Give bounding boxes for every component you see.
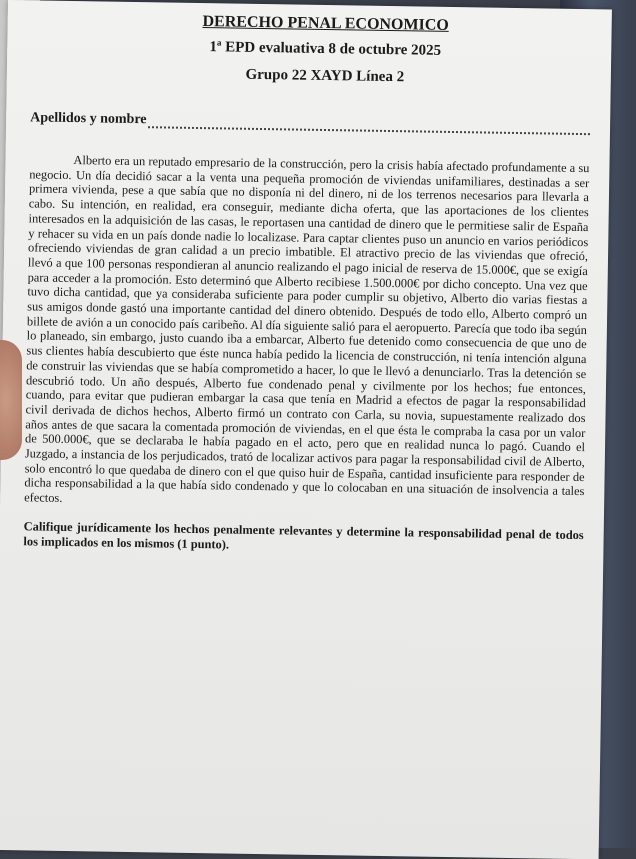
exam-content bbox=[23, 10, 592, 569]
thumb bbox=[0, 340, 22, 460]
name-dotted-line bbox=[148, 114, 590, 135]
name-label: Apellidos y nombre bbox=[30, 110, 147, 128]
exam-question: Califique jurídicamente los hechos penalmente relevantes y determine la responsabilidad penal de todos los implicados en los mismos (1 punto). bbox=[23, 519, 584, 552]
exam-subtitle: 1ª EPD evaluativa 8 de octubre 2025 bbox=[209, 39, 442, 59]
course-title: DERECHO PENAL ECONOMICO bbox=[202, 13, 449, 34]
group-line: Grupo 22 XAYD Línea 2 bbox=[245, 66, 405, 86]
case-statement: Alberto era un reputado empresario de la construcción, pero la crisis había afectado profundamente a su negocio. Un día decidió sacar a la venta una pequeña promoción de viviendas unifamiliares, destinadas a ser primera vivienda, pese a que sabía que no disponía ni del dinero, ni de los terrenos necesarios para llevarla a cabo. Su intención, en realidad, era conseguir, mediante dicha oferta, que las aportaciones de los clientes interesados en la adquisición de las casas, le reportasen una cantidad de dinero que le permitiese salir de España y rehacer su vida en un país donde nadie lo localizase. Para captar clientes puso un anuncio en varios periódicos ofreciendo viviendas de gran calidad a un precio imbatible. El atractivo precio de las viviendas que ofreció, llevó a que 100 personas respondieran al anuncio realizando el pago inicial de reserva de 15.000€, que se exigía para acceder a la promoción. Esto determinó que Alberto recibiese 1.500.000€ por dicho concepto. Una vez que tuvo dicha cantidad, que ya consideraba suficiente para poder cumplir su objetivo, Alberto dio varias fiestas a sus amigos donde gastó una importante cantidad del dinero obtenido. Después de todo ello, Alberto compró un billete de avión a un conocido país caribeño. Al día siguiente salió para el aeropuerto. Parecía que todo iba según lo planeado, sin embargo, justo cuando iba a embarcar, Alberto fue detenido como consecuencia de que uno de sus clientes había descubierto que éste nunca había pedido la licencia de construcción, ni tenía intención alguna de construir las viviendas que se había comprometido a hacer, lo que le llevó a denunciarlo. Tras la detención se descubrió todo. Un año después, Alberto fue condenado penal y civilmente por los hechos; fue entonces, cuando, para evitar que pudieran embargar la casa que tenía en Madrid a efectos de pagar la responsabilidad civil derivada de dichos hechos, Alberto firmó un contrato con Carla, su novia, supuestamente realizado dos años antes de que sacara la comentada promoción de viviendas, en el que ésta le compraba la casa por un valor de 500.000€, que se declaraba le había pagado en el acto, pero que en realidad nunca lo pagó. Cuando el Juzgado, a instancia de los perjudicados, trató de localizar activos para pagar la responsabilidad civil de Alberto, solo encontró lo que quedaba de dinero con el que quiso huir de España, cantidad insuficiente para responder de dicha responsabilidad a la que había sido condenado y que lo colocaban en una situación de insolvencia a tales efectos. bbox=[24, 153, 590, 506]
name-field bbox=[30, 110, 590, 135]
